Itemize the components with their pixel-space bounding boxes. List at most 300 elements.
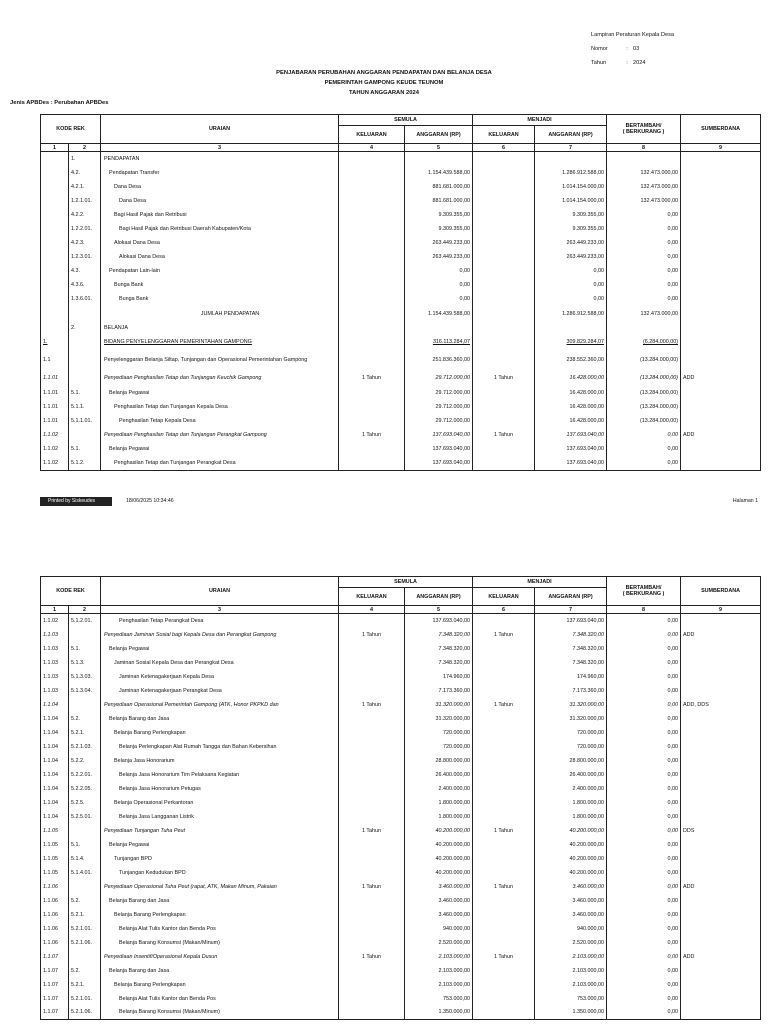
cell-kode-rek-2: 5.2.5. <box>69 796 101 810</box>
cell-anggaran-menjadi: 309.829.284,07 <box>535 335 607 349</box>
cell-kode-rek-1: 1.1.04 <box>41 810 69 824</box>
cell-keluaran-menjadi <box>473 740 535 754</box>
cell-sumberdana <box>681 642 761 656</box>
page-number: Halaman 1 <box>732 498 758 504</box>
cell-keluaran-menjadi <box>473 307 535 321</box>
cell-anggaran-semula: 3.460.000,00 <box>405 894 473 908</box>
cell-keluaran-semula <box>339 614 405 628</box>
table-body <box>41 614 761 1020</box>
cell-sumberdana <box>681 670 761 684</box>
cell-keluaran-menjadi <box>473 894 535 908</box>
lampiran-block <box>591 28 761 70</box>
cell-sumberdana <box>681 866 761 880</box>
cell-uraian: Belanja Alat Tulis Kantor dan Benda Pos <box>101 922 339 936</box>
cell-sumberdana <box>681 838 761 852</box>
cell-anggaran-semula: 29.712.000,00 <box>405 371 473 385</box>
cell-kode-rek-2: 4.3.6. <box>69 278 101 292</box>
cell-sumberdana: ADD, DDS <box>681 698 761 712</box>
col-sumberdana: SUMBERDANA <box>681 577 761 606</box>
cell-sumberdana <box>681 908 761 922</box>
col-bertambah-line-2: ( BERKURANG ) <box>622 591 665 597</box>
table-header <box>41 577 761 614</box>
cell-uraian: Tunjangan BPD <box>101 852 339 866</box>
cell-anggaran-menjadi: 753.000,00 <box>535 992 607 1006</box>
cell-kode-rek-1: 1.1.04 <box>41 768 69 782</box>
cell-keluaran-menjadi <box>473 250 535 264</box>
cell-uraian: Alokasi Dana Desa <box>101 250 339 264</box>
cell-anggaran-semula: 137.693.040,00 <box>405 428 473 442</box>
cell-keluaran-menjadi <box>473 614 535 628</box>
cell-bertambah-berkurang: 0,00 <box>607 428 681 442</box>
col-keluaran-semula: KELUARAN <box>339 588 405 606</box>
cell-anggaran-menjadi: 3.460.000,00 <box>535 880 607 894</box>
cell-kode-rek-2: 5.2.2.01. <box>69 768 101 782</box>
budget-table-page-1 <box>40 114 761 471</box>
cell-keluaran-semula <box>339 166 405 180</box>
cell-sumberdana <box>681 335 761 349</box>
cell-bertambah-berkurang: 0,00 <box>607 642 681 656</box>
table-row <box>41 810 761 824</box>
col-number: 4 <box>339 144 405 152</box>
cell-kode-rek-2 <box>69 349 101 372</box>
cell-anggaran-semula: 137.693.040,00 <box>405 442 473 456</box>
cell-uraian: Belanja Pegawai <box>101 385 339 399</box>
col-number: 9 <box>681 144 761 152</box>
cell-anggaran-menjadi: 2.400.000,00 <box>535 782 607 796</box>
cell-bertambah-berkurang: (13.284.000,00) <box>607 371 681 385</box>
cell-anggaran-menjadi: 263.449.233,00 <box>535 236 607 250</box>
cell-sumberdana <box>681 894 761 908</box>
cell-kode-rek-2: 4.2.3. <box>69 236 101 250</box>
cell-anggaran-semula: 0,00 <box>405 292 473 306</box>
cell-keluaran-menjadi <box>473 964 535 978</box>
cell-anggaran-semula: 31.320.000,00 <box>405 698 473 712</box>
cell-bertambah-berkurang: 0,00 <box>607 852 681 866</box>
col-semula: SEMULA <box>339 577 473 588</box>
cell-uraian: Penghasilan Tetap Perangkat Desa <box>101 614 339 628</box>
cell-bertambah-berkurang: 0,00 <box>607 880 681 894</box>
cell-sumberdana <box>681 964 761 978</box>
cell-uraian: Belanja Barang Konsumsi (Makan/Minum) <box>101 1006 339 1020</box>
report-title-line-3: TAHUN ANGGARAN 2024 <box>349 90 419 96</box>
cell-keluaran-semula <box>339 264 405 278</box>
cell-keluaran-menjadi <box>473 712 535 726</box>
cell-sumberdana <box>681 442 761 456</box>
cell-kode-rek-2: 5.2.1. <box>69 908 101 922</box>
cell-anggaran-menjadi: 2.103.000,00 <box>535 978 607 992</box>
col-number: 7 <box>535 144 607 152</box>
print-date: 18/06/2025 10:34:46 <box>126 498 174 504</box>
cell-keluaran-menjadi <box>473 754 535 768</box>
cell-bertambah-berkurang: 0,00 <box>607 656 681 670</box>
cell-uraian: Bagi Hasil Pajak dan Retribusi <box>101 208 339 222</box>
cell-keluaran-menjadi: 1 Tahun <box>473 824 535 838</box>
cell-anggaran-semula: 9.309.355,00 <box>405 222 473 236</box>
table-row <box>41 992 761 1006</box>
col-kode-rek: KODE REK <box>41 115 101 144</box>
cell-uraian: Belanja Pegawai <box>101 442 339 456</box>
table-row <box>41 292 761 306</box>
cell-keluaran-semula <box>339 922 405 936</box>
cell-uraian: Belanja Pegawai <box>101 642 339 656</box>
table-row <box>41 222 761 236</box>
cell-anggaran-semula: 40.200.000,00 <box>405 852 473 866</box>
table-row <box>41 456 761 470</box>
table-row <box>41 236 761 250</box>
cell-uraian: Belanja Jasa Honorarium Tim Pelaksana Kegiatan <box>101 768 339 782</box>
cell-bertambah-berkurang: 0,00 <box>607 922 681 936</box>
table-row <box>41 208 761 222</box>
cell-anggaran-menjadi: 31.320.000,00 <box>535 698 607 712</box>
cell-sumberdana <box>681 307 761 321</box>
cell-kode-rek-1: 1.1.01 <box>41 371 69 385</box>
cell-sumberdana <box>681 810 761 824</box>
table-row <box>41 894 761 908</box>
cell-keluaran-semula <box>339 782 405 796</box>
table-row <box>41 385 761 399</box>
cell-keluaran-semula <box>339 456 405 470</box>
cell-sumberdana <box>681 782 761 796</box>
cell-bertambah-berkurang: (13.284.000,00) <box>607 349 681 372</box>
col-number: 2 <box>69 144 101 152</box>
cell-keluaran-menjadi <box>473 292 535 306</box>
cell-kode-rek-2 <box>69 335 101 349</box>
cell-anggaran-semula: 0,00 <box>405 264 473 278</box>
cell-keluaran-menjadi <box>473 796 535 810</box>
cell-kode-rek-2: 1.2.2.01. <box>69 222 101 236</box>
cell-keluaran-semula <box>339 400 405 414</box>
cell-keluaran-menjadi <box>473 684 535 698</box>
tahun-colon: : <box>626 60 628 66</box>
cell-sumberdana <box>681 726 761 740</box>
cell-keluaran-semula <box>339 1006 405 1020</box>
cell-anggaran-menjadi: 1.800.000,00 <box>535 796 607 810</box>
cell-bertambah-berkurang: 0,00 <box>607 810 681 824</box>
cell-anggaran-semula: 1.154.439.588,00 <box>405 307 473 321</box>
cell-kode-rek-2: 5.1.3. <box>69 656 101 670</box>
cell-keluaran-menjadi: 1 Tahun <box>473 950 535 964</box>
cell-uraian: Belanja Barang dan Jasa <box>101 712 339 726</box>
table-row <box>41 371 761 385</box>
cell-keluaran-semula <box>339 321 405 335</box>
cell-anggaran-menjadi: 720.000,00 <box>535 740 607 754</box>
cell-anggaran-semula: 3.460.000,00 <box>405 880 473 894</box>
cell-keluaran-menjadi <box>473 992 535 1006</box>
table-row <box>41 712 761 726</box>
table-row <box>41 614 761 628</box>
cell-kode-rek-1 <box>41 264 69 278</box>
col-kode-rek: KODE REK <box>41 577 101 606</box>
cell-sumberdana <box>681 321 761 335</box>
cell-kode-rek-1 <box>41 321 69 335</box>
cell-anggaran-menjadi: 238.552.360,00 <box>535 349 607 372</box>
cell-kode-rek-2: 1. <box>69 152 101 166</box>
cell-anggaran-semula: 31.320.000,00 <box>405 712 473 726</box>
cell-keluaran-semula <box>339 222 405 236</box>
cell-anggaran-menjadi: 31.320.000,00 <box>535 712 607 726</box>
cell-kode-rek-1: 1.1 <box>41 349 69 372</box>
cell-anggaran-menjadi: 1.286.912.588,00 <box>535 166 607 180</box>
table-row <box>41 698 761 712</box>
table-row <box>41 978 761 992</box>
cell-bertambah-berkurang: 0,00 <box>607 278 681 292</box>
cell-anggaran-menjadi: 16.428.000,00 <box>535 385 607 399</box>
cell-anggaran-semula: 40.200.000,00 <box>405 838 473 852</box>
cell-keluaran-menjadi <box>473 152 535 166</box>
cell-kode-rek-1: 1.1.04 <box>41 712 69 726</box>
cell-bertambah-berkurang: 0,00 <box>607 950 681 964</box>
table-row <box>41 180 761 194</box>
cell-anggaran-menjadi: 16.428.000,00 <box>535 400 607 414</box>
cell-keluaran-menjadi: 1 Tahun <box>473 628 535 642</box>
cell-kode-rek-2 <box>69 698 101 712</box>
cell-anggaran-menjadi: 16.428.000,00 <box>535 371 607 385</box>
cell-uraian: Alokasi Dana Desa <box>101 236 339 250</box>
cell-anggaran-menjadi: 1.014.154.000,00 <box>535 194 607 208</box>
col-number: 7 <box>535 606 607 614</box>
cell-sumberdana: DDS <box>681 824 761 838</box>
cell-bertambah-berkurang: 0,00 <box>607 236 681 250</box>
cell-keluaran-menjadi <box>473 810 535 824</box>
cell-anggaran-semula: 0,00 <box>405 278 473 292</box>
cell-anggaran-menjadi: 1.014.154.000,00 <box>535 180 607 194</box>
cell-uraian: Jaminan Ketenagakerjaan Perangkat Desa <box>101 684 339 698</box>
cell-keluaran-semula <box>339 250 405 264</box>
cell-kode-rek-1 <box>41 250 69 264</box>
cell-anggaran-menjadi: 28.800.000,00 <box>535 754 607 768</box>
cell-keluaran-menjadi <box>473 908 535 922</box>
cell-keluaran-semula: 1 Tahun <box>339 628 405 642</box>
cell-keluaran-menjadi <box>473 278 535 292</box>
col-number: 5 <box>405 144 473 152</box>
cell-bertambah-berkurang: 0,00 <box>607 964 681 978</box>
cell-anggaran-menjadi: 7.173.360,00 <box>535 684 607 698</box>
cell-bertambah-berkurang: 0,00 <box>607 292 681 306</box>
cell-keluaran-menjadi <box>473 194 535 208</box>
cell-anggaran-semula: 316.113.284,07 <box>405 335 473 349</box>
cell-keluaran-semula: 1 Tahun <box>339 950 405 964</box>
col-number: 5 <box>405 606 473 614</box>
col-number: 1 <box>41 144 69 152</box>
cell-bertambah-berkurang: (13.284.000,00) <box>607 385 681 399</box>
nomor-value: 03 <box>633 46 640 52</box>
cell-keluaran-semula: 1 Tahun <box>339 824 405 838</box>
table-row <box>41 264 761 278</box>
table-row <box>41 684 761 698</box>
cell-kode-rek-1: 1.1.05 <box>41 824 69 838</box>
cell-anggaran-menjadi: 7.348.320,00 <box>535 628 607 642</box>
cell-keluaran-semula <box>339 152 405 166</box>
cell-kode-rek-2: 5.2.2.05. <box>69 782 101 796</box>
cell-anggaran-menjadi: 137.693.040,00 <box>535 614 607 628</box>
cell-uraian: Penyediaan Operasional Pemerintah Gampong (ATK, Honor PKPKD dan <box>101 698 339 712</box>
col-anggaran-menjadi: ANGGARAN (RP) <box>535 588 607 606</box>
cell-sumberdana <box>681 349 761 372</box>
cell-bertambah-berkurang: 0,00 <box>607 208 681 222</box>
cell-kode-rek-1: 1.1.01 <box>41 400 69 414</box>
cell-bertambah-berkurang: 0,00 <box>607 614 681 628</box>
cell-keluaran-menjadi <box>473 264 535 278</box>
cell-anggaran-menjadi: 137.693.040,00 <box>535 442 607 456</box>
cell-uraian: Penyediaan Tunjangan Tuha Peut <box>101 824 339 838</box>
cell-kode-rek-2: 4.2.2. <box>69 208 101 222</box>
cell-uraian: Belanja Barang Perlengkapan <box>101 978 339 992</box>
cell-kode-rek-1: 1.1.07 <box>41 1006 69 1020</box>
cell-kode-rek-2: 1.3.6.01. <box>69 292 101 306</box>
cell-kode-rek-1: 1.1.06 <box>41 880 69 894</box>
cell-anggaran-semula: 1.154.439.588,00 <box>405 166 473 180</box>
report-title-line-2: PEMERINTAH GAMPONG KEUDE TEUNOM <box>324 80 444 86</box>
cell-kode-rek-2: 5.2.1.06. <box>69 1006 101 1020</box>
cell-keluaran-semula <box>339 670 405 684</box>
nomor-colon: : <box>626 46 628 52</box>
cell-sumberdana: ADD <box>681 628 761 642</box>
table-row <box>41 908 761 922</box>
col-number: 4 <box>339 606 405 614</box>
cell-uraian: Belanja Operasional Perkantoran <box>101 796 339 810</box>
cell-keluaran-menjadi <box>473 670 535 684</box>
cell-sumberdana <box>681 222 761 236</box>
cell-kode-rek-2 <box>69 371 101 385</box>
cell-uraian: Penyediaan Insentif/Operasional Kepala Dusun <box>101 950 339 964</box>
cell-uraian: Penghasilan Tetap dan Tunjangan Kepala Desa <box>101 400 339 414</box>
cell-uraian: Bunga Bank <box>101 292 339 306</box>
cell-kode-rek-1: 1.1.02 <box>41 442 69 456</box>
cell-kode-rek-2: 5.1.2. <box>69 456 101 470</box>
col-bertambah-line-1: BERTAMBAH/ <box>625 123 662 129</box>
table-row <box>41 321 761 335</box>
table-row <box>41 824 761 838</box>
cell-anggaran-menjadi: 3.460.000,00 <box>535 894 607 908</box>
cell-bertambah-berkurang: 132.473.000,00 <box>607 166 681 180</box>
cell-kode-rek-2 <box>69 824 101 838</box>
cell-anggaran-menjadi: 0,00 <box>535 264 607 278</box>
cell-kode-rek-2: 5.2.1.01. <box>69 992 101 1006</box>
col-menjadi: MENJADI <box>473 577 607 588</box>
cell-keluaran-menjadi <box>473 1006 535 1020</box>
cell-anggaran-semula: 2.103.000,00 <box>405 978 473 992</box>
cell-kode-rek-1 <box>41 208 69 222</box>
cell-bertambah-berkurang: 0,00 <box>607 1006 681 1020</box>
cell-anggaran-menjadi: 7.348.320,00 <box>535 656 607 670</box>
table-row <box>41 726 761 740</box>
cell-keluaran-menjadi <box>473 400 535 414</box>
cell-sumberdana <box>681 264 761 278</box>
cell-keluaran-menjadi <box>473 936 535 950</box>
cell-keluaran-semula <box>339 810 405 824</box>
cell-keluaran-semula <box>339 335 405 349</box>
cell-keluaran-semula <box>339 908 405 922</box>
cell-sumberdana <box>681 180 761 194</box>
cell-kode-rek-2: 5.1. <box>69 385 101 399</box>
cell-uraian: Belanja Barang Konsumsi (Makan/Minum) <box>101 936 339 950</box>
cell-bertambah-berkurang: 0,00 <box>607 222 681 236</box>
cell-uraian: Belanja Alat Tulis Kantor dan Benda Pos <box>101 992 339 1006</box>
cell-keluaran-semula <box>339 964 405 978</box>
table-row <box>41 335 761 349</box>
cell-kode-rek-2 <box>69 950 101 964</box>
report-title <box>0 68 768 98</box>
cell-keluaran-semula <box>339 754 405 768</box>
table-row <box>41 964 761 978</box>
cell-uraian: Tunjangan Kedudukan BPD <box>101 866 339 880</box>
cell-bertambah-berkurang: 0,00 <box>607 754 681 768</box>
cell-keluaran-semula <box>339 385 405 399</box>
cell-keluaran-semula <box>339 180 405 194</box>
cell-anggaran-semula: 9.309.355,00 <box>405 208 473 222</box>
cell-keluaran-menjadi <box>473 656 535 670</box>
cell-keluaran-menjadi <box>473 782 535 796</box>
table-row <box>41 278 761 292</box>
col-menjadi: MENJADI <box>473 115 607 126</box>
cell-uraian: Belanja Barang Perlengkapan <box>101 908 339 922</box>
cell-anggaran-semula: 881.681.000,00 <box>405 180 473 194</box>
cell-anggaran-semula: 137.693.040,00 <box>405 614 473 628</box>
cell-keluaran-semula <box>339 442 405 456</box>
cell-keluaran-semula <box>339 292 405 306</box>
cell-kode-rek-1: 1.1.03 <box>41 628 69 642</box>
cell-uraian: Belanja Barang dan Jasa <box>101 894 339 908</box>
table-row <box>41 740 761 754</box>
table-row <box>41 442 761 456</box>
cell-keluaran-menjadi <box>473 349 535 372</box>
cell-keluaran-semula: 1 Tahun <box>339 880 405 894</box>
cell-kode-rek-1: 1.1.04 <box>41 796 69 810</box>
cell-uraian: Belanja Barang Perlengkapan <box>101 726 339 740</box>
cell-sumberdana: ADD <box>681 950 761 964</box>
cell-kode-rek-1: 1.1.05 <box>41 852 69 866</box>
cell-bertambah-berkurang: 0,00 <box>607 992 681 1006</box>
col-number: 8 <box>607 606 681 614</box>
cell-keluaran-semula: 1 Tahun <box>339 698 405 712</box>
cell-anggaran-semula: 2.103.000,00 <box>405 964 473 978</box>
cell-anggaran-semula: 251.836.360,00 <box>405 349 473 372</box>
cell-bertambah-berkurang: 0,00 <box>607 782 681 796</box>
col-keluaran-menjadi: KELUARAN <box>473 588 535 606</box>
page-gap <box>0 518 768 564</box>
col-number: 2 <box>69 606 101 614</box>
cell-keluaran-semula: 1 Tahun <box>339 371 405 385</box>
cell-anggaran-semula <box>405 321 473 335</box>
report-page-2 <box>0 564 768 1024</box>
col-sumberdana: SUMBERDANA <box>681 115 761 144</box>
cell-anggaran-semula: 26.400.000,00 <box>405 768 473 782</box>
cell-sumberdana <box>681 385 761 399</box>
cell-kode-rek-2 <box>69 880 101 894</box>
cell-anggaran-semula: 263.449.233,00 <box>405 236 473 250</box>
cell-bertambah-berkurang: (13.284.000,00) <box>607 414 681 428</box>
cell-sumberdana <box>681 992 761 1006</box>
col-number: 3 <box>101 144 339 152</box>
cell-uraian: Belanja Jasa Honorarium <box>101 754 339 768</box>
cell-kode-rek-1: 1.1.04 <box>41 740 69 754</box>
cell-uraian: Belanja Perlengkapan Alat Rumah Tangga dan Bahan Kebersihan <box>101 740 339 754</box>
cell-uraian: Penghasilan Tetap Kepala Desa <box>101 414 339 428</box>
cell-keluaran-menjadi <box>473 726 535 740</box>
cell-bertambah-berkurang: 0,00 <box>607 978 681 992</box>
cell-anggaran-semula: 7.348.320,00 <box>405 642 473 656</box>
cell-bertambah-berkurang: 0,00 <box>607 628 681 642</box>
cell-uraian: Jaminan Sosial Kepala Desa dan Perangkat Desa <box>101 656 339 670</box>
table-row <box>41 768 761 782</box>
cell-keluaran-semula <box>339 712 405 726</box>
cell-uraian: PENDAPATAN <box>101 152 339 166</box>
cell-anggaran-menjadi: 40.200.000,00 <box>535 838 607 852</box>
cell-uraian: Penyediaan Penghasilan Tetap dan Tunjangan Keuchik Gampong <box>101 371 339 385</box>
cell-uraian: Penyediaan Jaminan Sosial bagi Kepala Desa dan Perangkat Gampong <box>101 628 339 642</box>
cell-anggaran-semula: 7.348.320,00 <box>405 628 473 642</box>
cell-kode-rek-1: 1.1.06 <box>41 894 69 908</box>
